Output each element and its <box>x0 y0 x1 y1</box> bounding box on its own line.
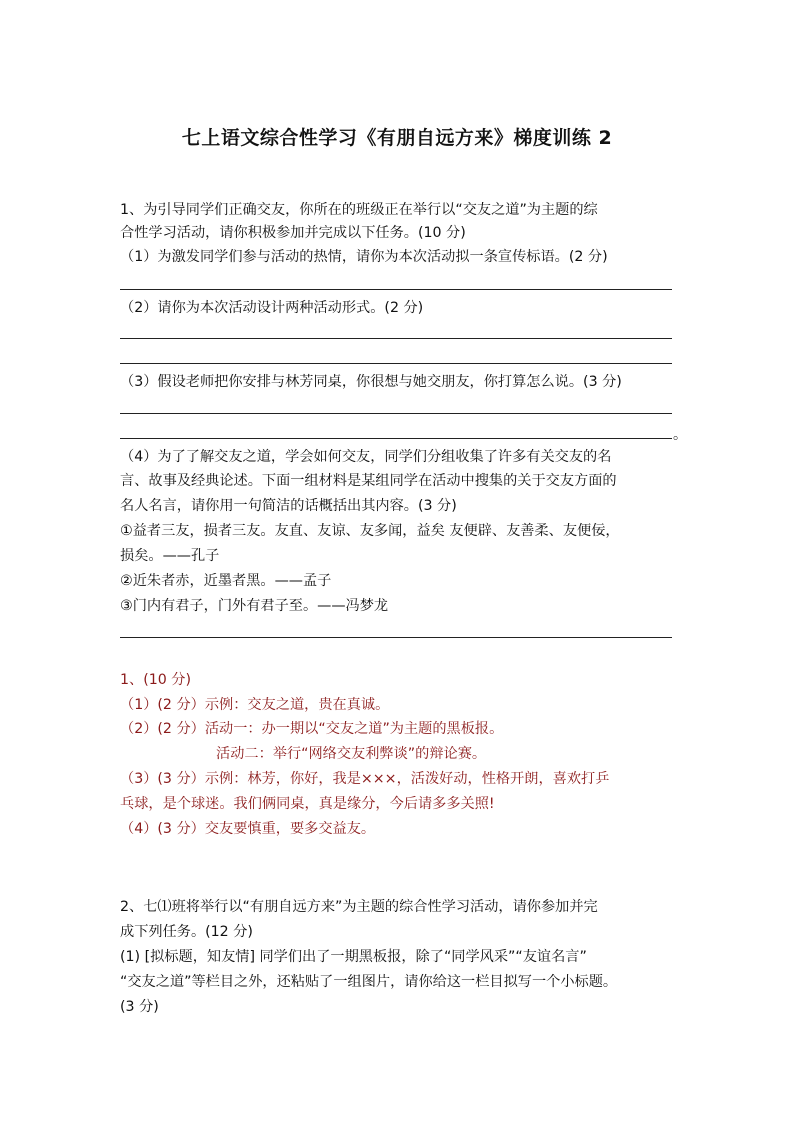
q1-intro-line: 合性学习活动，请你积极参加并完成以下任务。(10 分) <box>120 225 466 241</box>
q2-sub1-prompt: “交友之道”等栏目之外，还粘贴了一组图片，请你给这一栏目拟写一个小标题。 <box>120 974 618 990</box>
q1-sub4-prompt: 言、故事及经典论述。下面一组材料是某组同学在活动中搜集的关于交友方面的 <box>120 473 617 489</box>
answer-blank-line[interactable] <box>120 338 672 339</box>
q1-sub4-prompt: （4）为了了解交友之道，学会如何交友，同学们分组收集了许多有关交友的名 <box>120 449 612 465</box>
q2-sub1-prompt: (1) [拟标题，知友情] 同学们出了一期黑板报，除了“同学风采”“友谊名言” <box>120 949 587 965</box>
q1-sub2-prompt: （2）请你为本次活动设计两种活动形式。(2 分) <box>120 300 424 316</box>
answer-3: 乓球，是个球迷。我们俩同桌，真是缘分，今后请多多关照! <box>120 796 495 812</box>
answer-blank-line[interactable] <box>120 637 672 638</box>
q1-sub4-prompt: 名人名言，请你用一句简洁的话概括出其内容。(3 分) <box>120 498 457 514</box>
q2-intro-line: 2、七⑴班将举行以“有朋自远方来”为主题的综合性学习活动，请你参加并完 <box>120 899 598 915</box>
answer-blank-line[interactable] <box>120 438 672 439</box>
answer-4: （4）(3 分）交友要慎重，要多交益友。 <box>120 821 376 837</box>
answer-blank-line[interactable] <box>120 289 672 290</box>
q1-sub1-prompt: （1）为激发同学们参与活动的热情，请你为本次活动拟一条宣传标语。(2 分) <box>120 249 608 265</box>
answer-2: （2）(2 分）活动一：办一期以“交友之道”为主题的黑板报。 <box>120 721 504 737</box>
page-title: 七上语文综合性学习《有朋自远方来》梯度训练 2 <box>181 127 613 149</box>
q2-sub1-prompt: (3 分) <box>120 999 159 1015</box>
answer-blank-line[interactable] <box>120 413 672 414</box>
quote-confucius: ①益者三友，损者三友。友直、友谅、友多闻，益矣 友便辟、友善柔、友便佞， <box>120 523 620 539</box>
q2-intro-line: 成下列任务。(12 分) <box>120 924 253 940</box>
quote-confucius: 损矣。——孔子 <box>120 548 220 564</box>
end-period-mark: 。 <box>673 427 687 443</box>
q1-sub3-prompt: （3）假设老师把你安排与林芳同桌，你很想与她交朋友，你打算怎么说。(3 分) <box>120 374 622 390</box>
q1-intro-line: 1、为引导同学们正确交友，你所在的班级正在举行以“交友之道”为主题的综 <box>120 202 598 218</box>
answer-1: （1）(2 分）示例：交友之道，贵在真诚。 <box>120 697 390 713</box>
quote-feng-menglong: ③门内有君子，门外有君子至。——冯梦龙 <box>120 598 389 614</box>
quote-mencius: ②近朱者赤，近墨者黑。——孟子 <box>120 573 332 589</box>
answer-2-activity-two: 活动二：举行“网络交友利弊谈”的辩论赛。 <box>216 746 487 762</box>
answer-blank-line[interactable] <box>120 363 672 364</box>
answer-3: （3）(3 分）示例：林芳，你好，我是×××，活泼好动，性格开朗，喜欢打乒 <box>120 771 610 787</box>
answer-heading: 1、(10 分) <box>120 672 192 688</box>
